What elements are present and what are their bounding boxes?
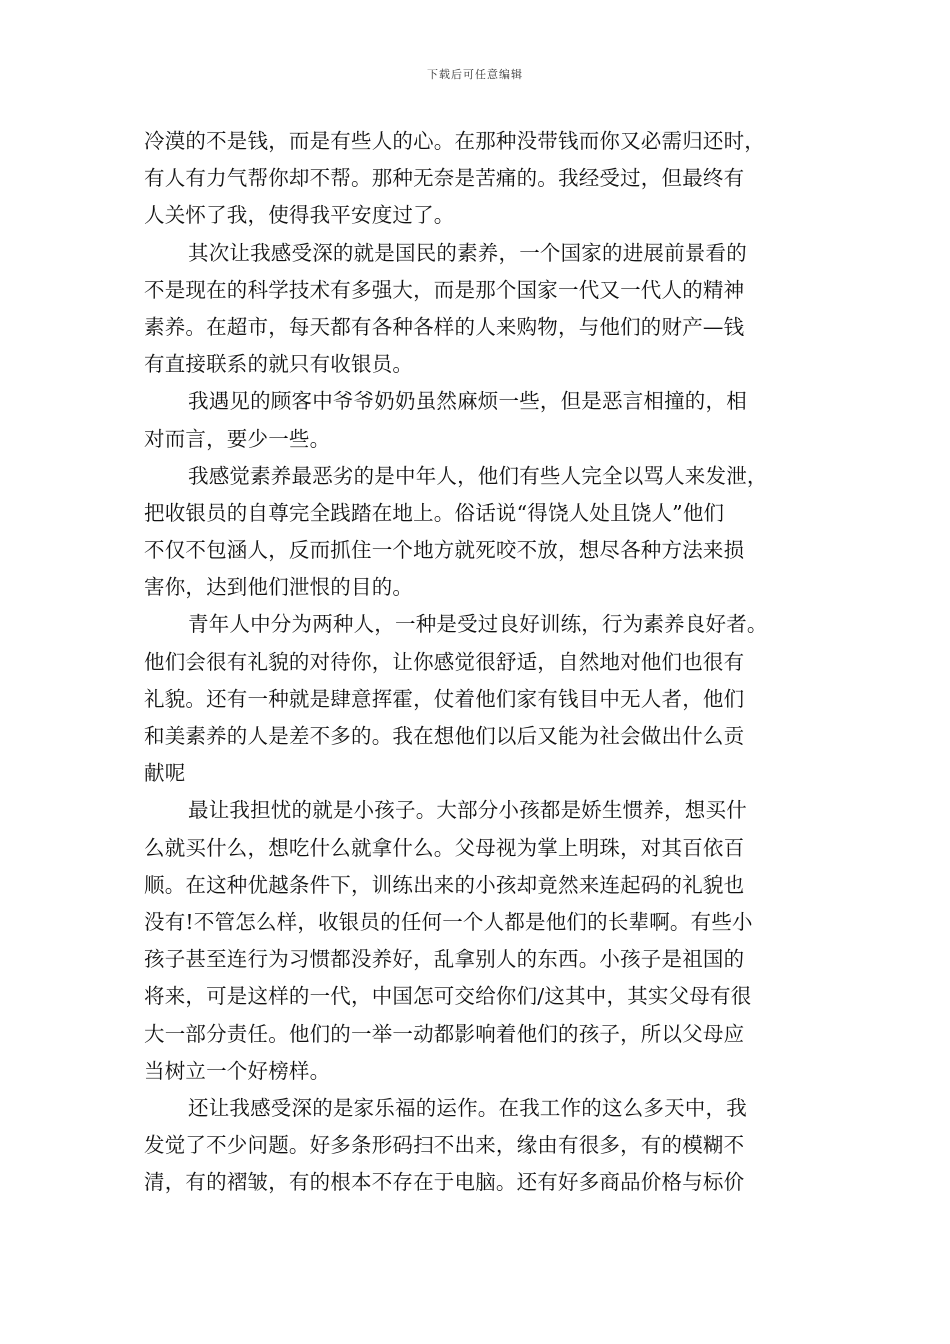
text-line: 大一部分责任。他们的一举一动都影响着他们的孩子，所以父母应 (144, 1021, 745, 1046)
text-line: 对而言，要少一些。 (144, 426, 331, 451)
text-line: 他们会很有礼貌的对待你，让你感觉很舒适，自然地对他们也很有 (144, 649, 745, 674)
text-line: 人关怀了我，使得我平安度过了。 (144, 203, 455, 228)
paragraph-first-line: 还让我感受深的是家乐福的运作。在我工作的这么多天中，我 (188, 1095, 747, 1120)
text-line: 献呢 (144, 761, 186, 786)
text-line: 把收银员的自尊完全践踏在地上。俗话说“得饶人处且饶人”他们 (144, 500, 725, 525)
paragraph-first-line: 最让我担忧的就是小孩子。大部分小孩都是娇生惯养，想买什 (188, 798, 747, 823)
paragraph-first-line: 青年人中分为两种人，一种是受过良好训练，行为素养良好者。 (188, 612, 768, 637)
text-line: 有人有力气帮你却不帮。那种无奈是苦痛的。我经受过，但最终有 (144, 166, 745, 191)
paragraph-first-line: 其次让我感受深的就是国民的素养，一个国家的进展前景看的 (188, 240, 747, 265)
text-line: 顺。在这种优越条件下，训练出来的小孩却竟然来连起码的礼貌也 (144, 872, 745, 897)
text-line: 礼貌。还有一种就是肆意挥霍，仗着他们家有钱目中无人者，他们 (144, 686, 745, 711)
text-line: 素养。在超市，每天都有各种各样的人来购物，与他们的财产—钱 (144, 314, 745, 339)
text-line: 当树立一个好榜样。 (144, 1058, 331, 1083)
text-line: 和美素养的人是差不多的。我在想他们以后又能为社会做出什么贡 (144, 724, 745, 748)
paragraph-first-line: 我感觉素养最恶劣的是中年人，他们有些人完全以骂人来发泄， (188, 463, 768, 488)
text-line: 不仅不包涵人，反而抓住一个地方就死咬不放，想尽各种方法来损 (144, 538, 745, 563)
document-body (144, 123, 809, 1201)
text-line: 冷漠的不是钱，而是有些人的心。在那种没带钱而你又必需归还时， (144, 129, 765, 153)
text-line: 害你，达到他们泄恨的目的。 (144, 575, 414, 600)
text-line: 有直接联系的就只有收银员。 (144, 352, 414, 377)
text-line: 不是现在的科学技术有多强大，而是那个国家一代又一代人的精神 (144, 277, 745, 302)
paragraph-first-line: 我遇见的顾客中爷爷奶奶虽然麻烦一些，但是恶言相撞的，相 (188, 389, 747, 414)
text-line: 将来，可是这样的一代，中国怎可交给你们/这其中，其实父母有很 (144, 984, 752, 1009)
text-line: 发觉了不少问题。好多条形码扫不出来，缘由有很多，有的模糊不 (144, 1133, 745, 1158)
text-line: 孩子甚至连行为习惯都没养好，乱拿别人的东西。小孩子是祖国的 (144, 947, 745, 972)
page-header: 下载后可任意编辑 (427, 68, 523, 81)
text-line: 清，有的褶皱，有的根本不存在于电脑。还有好多商品价格与标价 (144, 1170, 745, 1195)
text-line: 么就买什么，想吃什么就拿什么。父母视为掌上明珠，对其百依百 (144, 835, 745, 860)
text-line: 没有!不管怎么样，收银员的任何一个人都是他们的长辈啊。有些小 (144, 909, 753, 934)
